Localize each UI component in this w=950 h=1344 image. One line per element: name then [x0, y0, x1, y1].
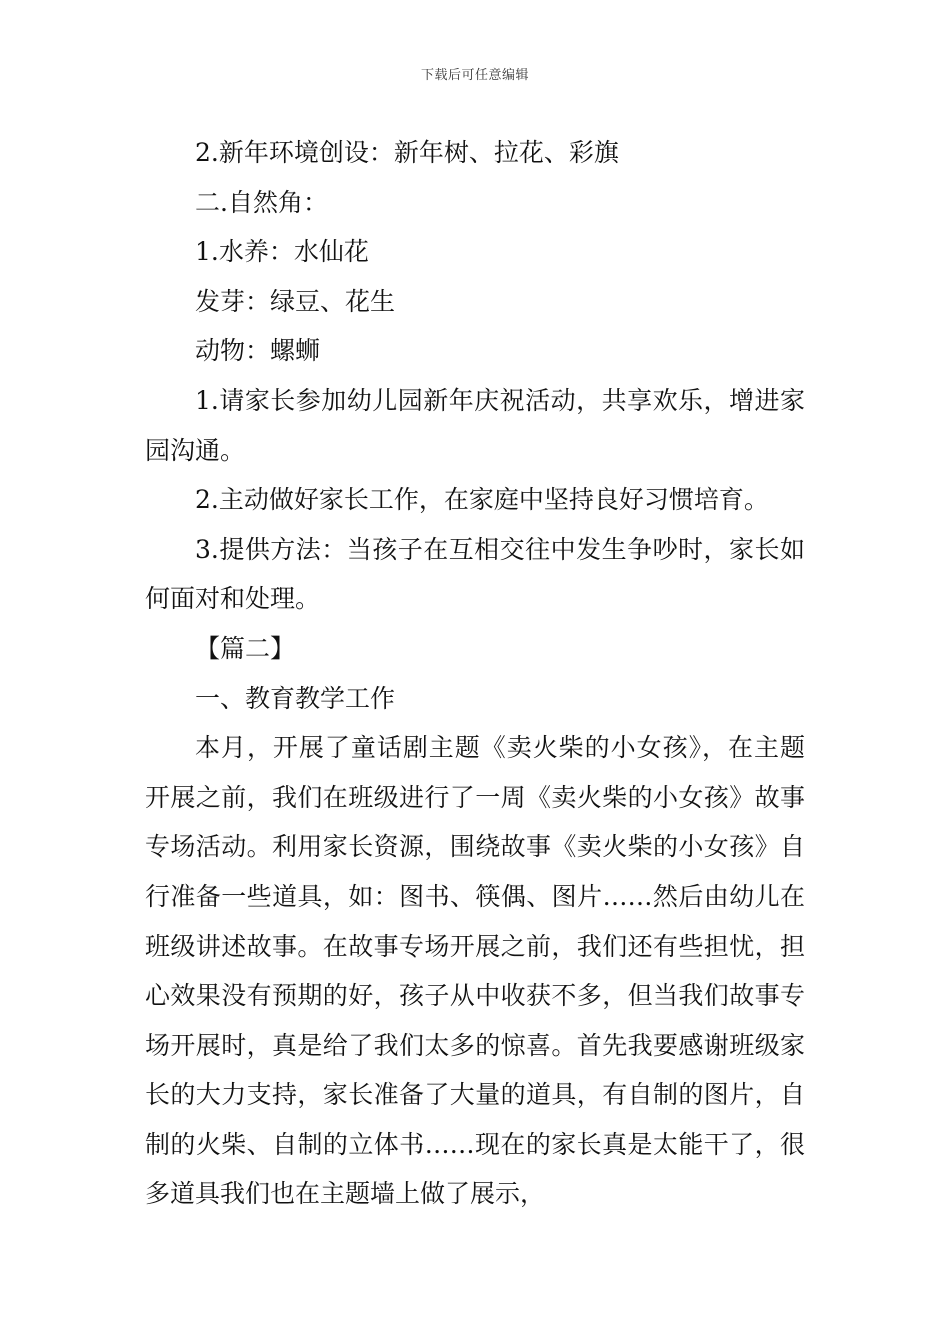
paragraph-nature-corner-heading: 二.自然角： — [195, 187, 328, 217]
paragraph-methods: 3.提供方法：当孩子在互相交往中发生争吵时，家长如何面对和处理。 — [145, 534, 805, 614]
section-heading-teaching: 一、教育教学工作 — [195, 683, 396, 713]
paragraph-parent-work: 2.主动做好家长工作，在家庭中坚持良好习惯培育。 — [195, 485, 769, 515]
paragraph-teaching-details: 本月，开展了童话剧主题《卖火柴的小女孩》，在主题开展之前，我们在班级进行了一周《卖火柴的小女孩》故事专场活动。利用家长资源，围绕故事《卖火柴的小女孩》自行准备一些道具，如：图书、筷偶、图片……然后由幼儿在班级讲述故事。在故事专场开展之前，我们还有些担忧，担心效果没有预期的好，孩子从中收获不多，但当我们故事专场开展时，真是给了我们太多的惊喜。首先我要感谢班级家长的大力支持，家长准备了大量的道具，有自制的图片，自制的火柴、自制的立体书……现在的家长真是太能干了，很多道具我们也在主题墙上做了展示， — [145, 733, 805, 1209]
paragraph-animals: 动物：螺蛳 — [195, 336, 321, 366]
section-title-part-two: 【篇二】 — [195, 633, 296, 663]
document-body — [145, 128, 805, 1219]
paragraph-sprouting: 发芽：绿豆、花生 — [195, 286, 396, 316]
paragraph-environment: 2.新年环境创设：新年树、拉花、彩旗 — [195, 138, 619, 167]
paragraph-parent-activity: 1.请家长参加幼儿园新年庆祝活动，共享欢乐，增进家园沟通。 — [145, 385, 805, 465]
paragraph-hydroponics: 1.水养：水仙花 — [195, 237, 369, 267]
page-header-note: 下载后可任意编辑 — [420, 68, 529, 83]
